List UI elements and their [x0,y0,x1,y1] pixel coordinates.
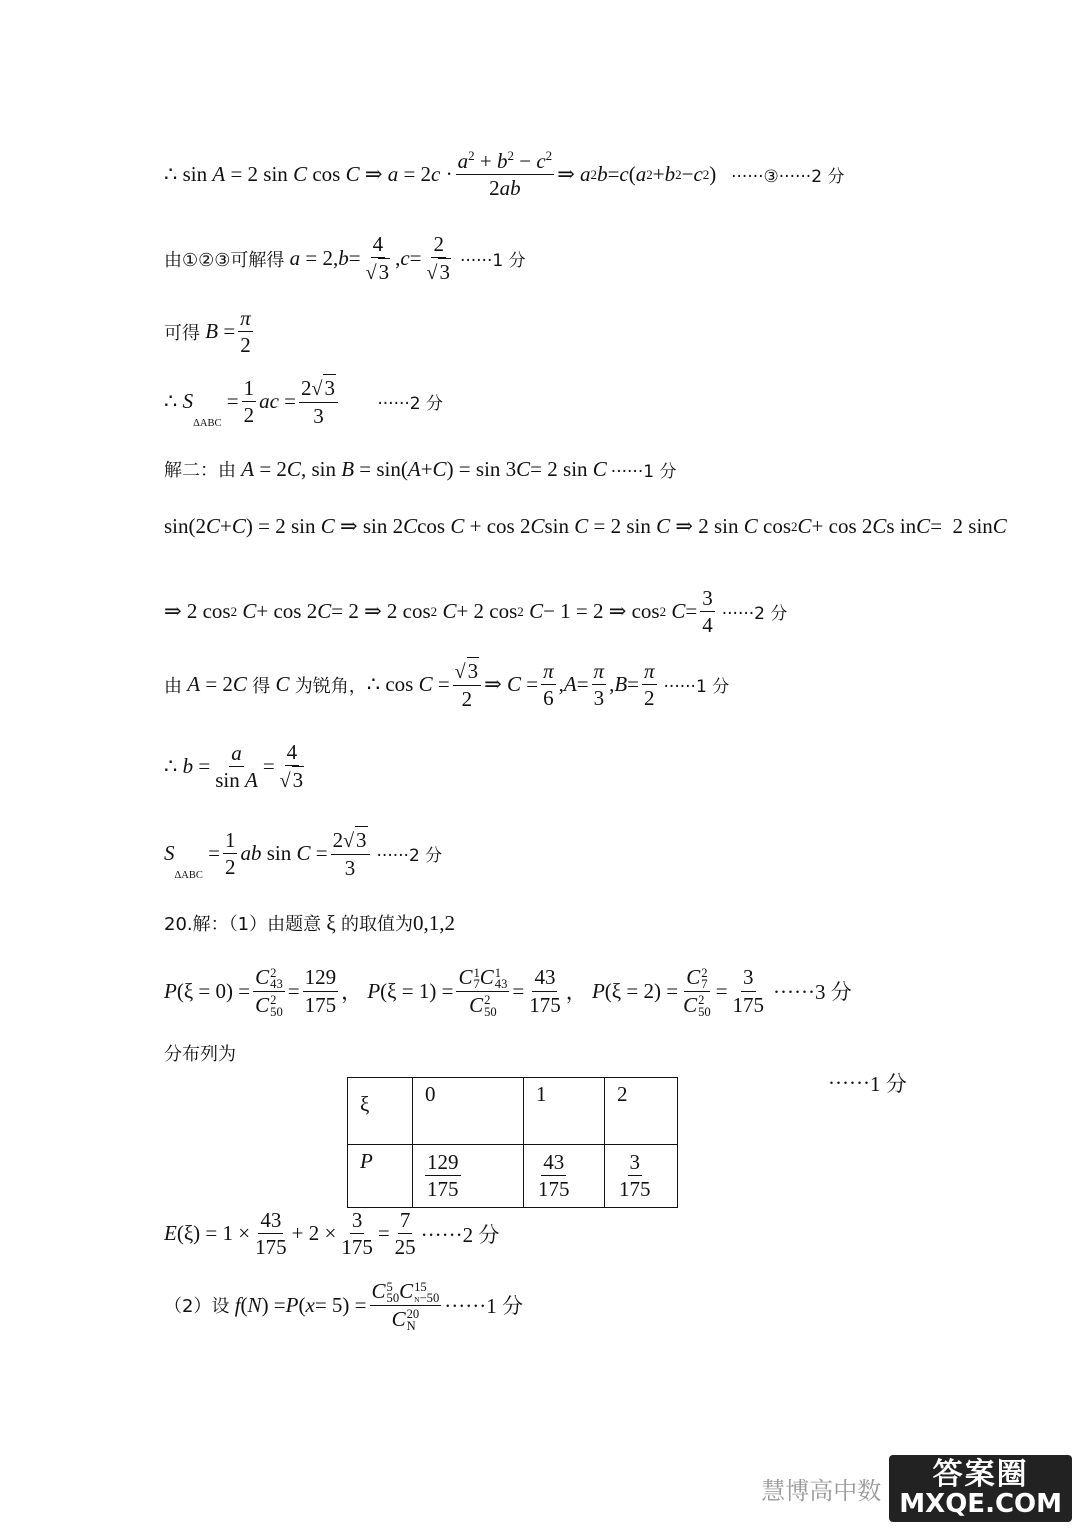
equation-line-1: ∴ sin A = 2 sin C cos C ⇒ a = 2 c · $\frac{a^2 + b^2 - c^2}{2ab}$ ⇒ a 2 b = c ( a 2 + b 2 − c 2 ) ······③······2 分 [164,148,845,201]
site-logo [889,1455,1072,1522]
text-label: 为锐角， [294,675,367,697]
question-20-intro: 20.解：（1）由题意 ξ 的取值为 0,1,2 [164,910,455,935]
fraction-numerator: 3 [628,1149,643,1176]
distribution-label [164,1040,236,1066]
equation-probabilities: P (ξ = 0) = C 2 43 C 2 50 = $\frac{129}{175}$ ， P (ξ = 1) = C 1 7 C 1 43 C 2 50 = $\frac{43}{175}$ ， P (ξ = 2) = C 2 7 C 2 50 = $\frac{3}{175}$ ······3 分 [164,965,852,1019]
text-label: 20.解：（1）由题意 [164,914,322,935]
logo-title: 答案圈 [932,1457,1029,1493]
text-label: 得 [252,675,271,697]
equation-line-7: ⇒ 2 cos 2 C + cos 2 C = 2 ⇒ 2 cos 2 C + 2 cos 2 C − 1 = 2 ⇒ cos 2 C = $\frac{3}{4}$ ······2 分 [164,586,788,638]
text-label: 由 [164,675,182,697]
score-mark: 2 分 [811,167,845,188]
equation-expectation: E (ξ) = 1 × $\frac{43}{175}$ + 2 × $\frac{3}{175}$ = $\frac{7}{25}$ ······2 分 [164,1208,500,1260]
wechat-account-text: 慧博高中数 [761,1477,882,1506]
score-mark: 1 分 [869,1072,907,1096]
table-cell: 0 [413,1078,524,1145]
fraction-denominator: 175 [538,1177,570,1202]
logo-url: MXQE.COM [899,1488,1062,1519]
equation-line-2: 由①②③可解得 a = 2, b = $\frac{4}{√3}$ , c = $\frac{2}{√3}$ ······1 分 [164,232,526,285]
table-row [348,1078,678,1145]
equation-line-5: 解二：由 A = 2 C , sin B = sin( A + C ) = sin 3 C = 2 sin C ······1 分 [164,456,677,482]
score-mark: 2 分 [754,604,788,625]
equation-part-2: （2）设 f ( N ) = P ( x = 5) = C 5 50 C 15 N−50 C 20 N ······1 分 [164,1279,523,1333]
text-label: 可得 [164,322,200,344]
score-mark: 2 分 [409,394,444,415]
table-cell: 2 [605,1078,678,1145]
text-label: 的取值为 [340,914,413,935]
score-mark: 3 分 [815,980,852,1005]
fraction-numerator: 43 [541,1149,566,1176]
equation-line-6: sin(2 C + C ) = 2 sin C ⇒ sin 2 C cos C + cos 2 C sin C = 2 sin C ⇒ 2 sin C cos 2 C + cos 2 C s in C = 2 sin C [164,514,1007,538]
text-label: 由①②③可解得 [164,249,285,271]
equation-line-3: 可得 B = $\frac{\pi}{2}$ [164,306,251,358]
table-cell: P [348,1145,413,1208]
score-mark: 1 分 [492,251,526,272]
circled-3: ③ [763,167,779,188]
table-cell: ξ [348,1078,413,1145]
score-mark: 1 分 [643,461,677,482]
equation-line-10: S ΔABC = $\frac{1}{2}$ ab sin C = $\frac{2√3}{3}$ ······2 分 [164,827,443,882]
table-cell [605,1145,678,1208]
fraction: $\frac{a^2 + b^2 - c^2}{2ab}$ [457,148,553,201]
table-row [348,1145,678,1208]
table-cell [413,1145,524,1208]
table-cell [524,1145,605,1208]
value-list: 0,1,2 [412,910,455,935]
text-label: 分布列为 [164,1044,236,1065]
fraction-numerator: 129 [425,1149,461,1176]
score-mark: 2 分 [408,846,443,867]
table-score: ······ 1 分 [828,1068,907,1098]
equation-line-8: 由 A = 2 C 得 C 为锐角， ∴ cos C = $\frac{√3}{2}$ ⇒ C = $\frac{\pi}{6}$ , A = $\frac{\pi}{3}$ , B = $\frac{\pi}{2}$ ······1 分 [164,658,730,711]
fraction-denominator: 175 [427,1177,459,1202]
watermark [761,1455,1072,1522]
distribution-table [347,1077,678,1208]
text-label: （2）设 [164,1296,230,1318]
equation-line-4: ∴ S ΔABC = $\frac{1}{2}$ ac = $\frac{2√3}{3}$ ······2 分 [164,375,444,430]
table-cell: 1 [524,1078,605,1145]
equation-line-9: ∴ b = $\frac{a}{\text{sin A}}$ = $\frac{4}{√3}$ [164,740,304,793]
score-mark: 1 分 [486,1294,523,1319]
score-mark: 1 分 [695,677,730,698]
fraction-denominator: 175 [619,1177,651,1202]
text-label: 解二：由 [164,460,236,481]
score-mark: 2 分 [462,1222,500,1247]
